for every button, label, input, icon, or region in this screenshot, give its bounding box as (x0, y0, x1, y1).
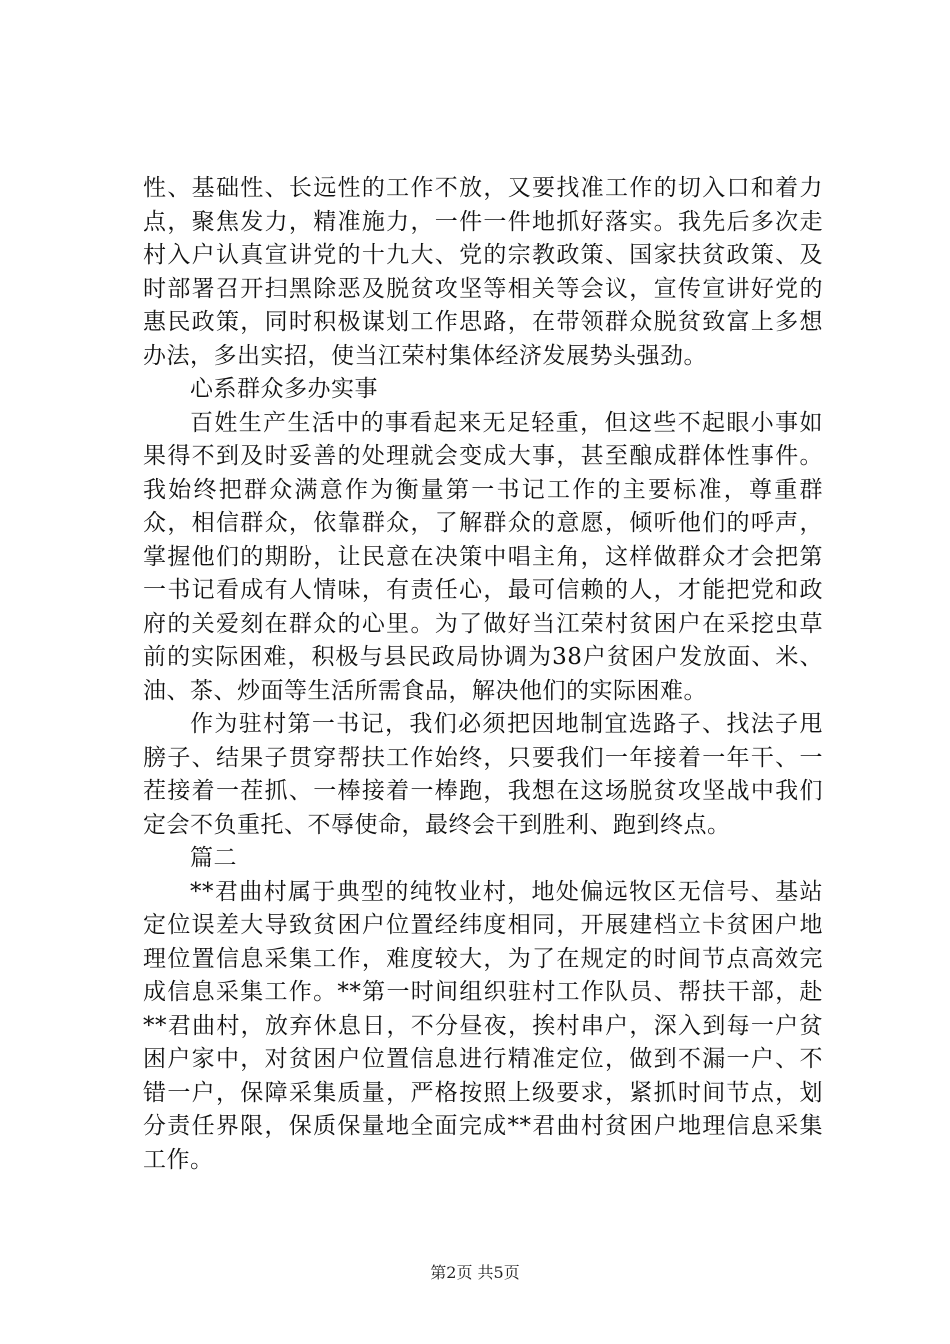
section-heading-serve-masses: 心系群众多办实事 (190, 376, 378, 402)
page-footer: 第2页 共5页 (430, 1263, 520, 1282)
paragraph-continuation: 性、基础性、长远性的工作不放，又要找准工作的切入口和着力点，聚焦发力，精准施力，一件一件地抓好落实。我先后多次走村入户认真宣讲党的十九大、党的宗教政策、国家扶贫政策、及时部署召开扫黑除恶及脱贫攻坚等相关等会议，宣传宣讲好党的惠民政策，同时积极谋划工作思路，在带领群众脱贫致富上多想办法，多出实招，使当江荣村集体经济发展势头强劲。 (143, 175, 823, 369)
paragraph-junqu-village: **君曲村属于典型的纯牧业村，地处偏远牧区无信号、基站定位误差大导致贫困户位置经纬度相同，开展建档立卡贫困户地理位置信息采集工作，难度较大，为了在规定的时间节点高效完成信息采集工作。**第一时间组织驻村工作队员、帮扶干部，赴**君曲村，放弃休息日，不分昼夜，挨村串户，深入到每一户贫困户家中，对贫困户位置信息进行精准定位，做到不漏一户、不错一户，保障采集质量，严格按照上级要求，紧抓时间节点，划分责任界限，保质保量地全面完成**君曲村贫困户地理信息采集工作。 (143, 878, 823, 1173)
paragraph-first-secretary: 作为驻村第一书记，我们必须把因地制宜选路子、找法子甩膀子、结果子贯穿帮扶工作始终，只要我们一年接着一年干、一茬接着一茬抓、一棒接着一棒跑，我想在这场脱贫攻坚战中我们定会不负重托、不辱使命，最终会干到胜利、跑到终点。 (143, 711, 823, 838)
document-body (143, 172, 823, 1177)
section-heading-part-two: 篇二 (190, 845, 237, 871)
paragraph-masses-affairs: 百姓生产生活中的事看起来无足轻重，但这些不起眼小事如果得不到及时妥善的处理就会变成大事，甚至酿成群体性事件。我始终把群众满意作为衡量第一书记工作的主要标准，尊重群众，相信群众，依靠群众，了解群众的意愿，倾听他们的呼声，掌握他们的期盼，让民意在决策中唱主角，这样做群众才会把第一书记看成有人情味，有责任心，最可信赖的人，才能把党和政府的关爱刻在群众的心里。为了做好当江荣村贫困户在采挖虫草前的实际困难，积极与县民政局协调为38户贫困户发放面、米、油、茶、炒面等生活所需食品，解决他们的实际困难。 (143, 409, 823, 704)
